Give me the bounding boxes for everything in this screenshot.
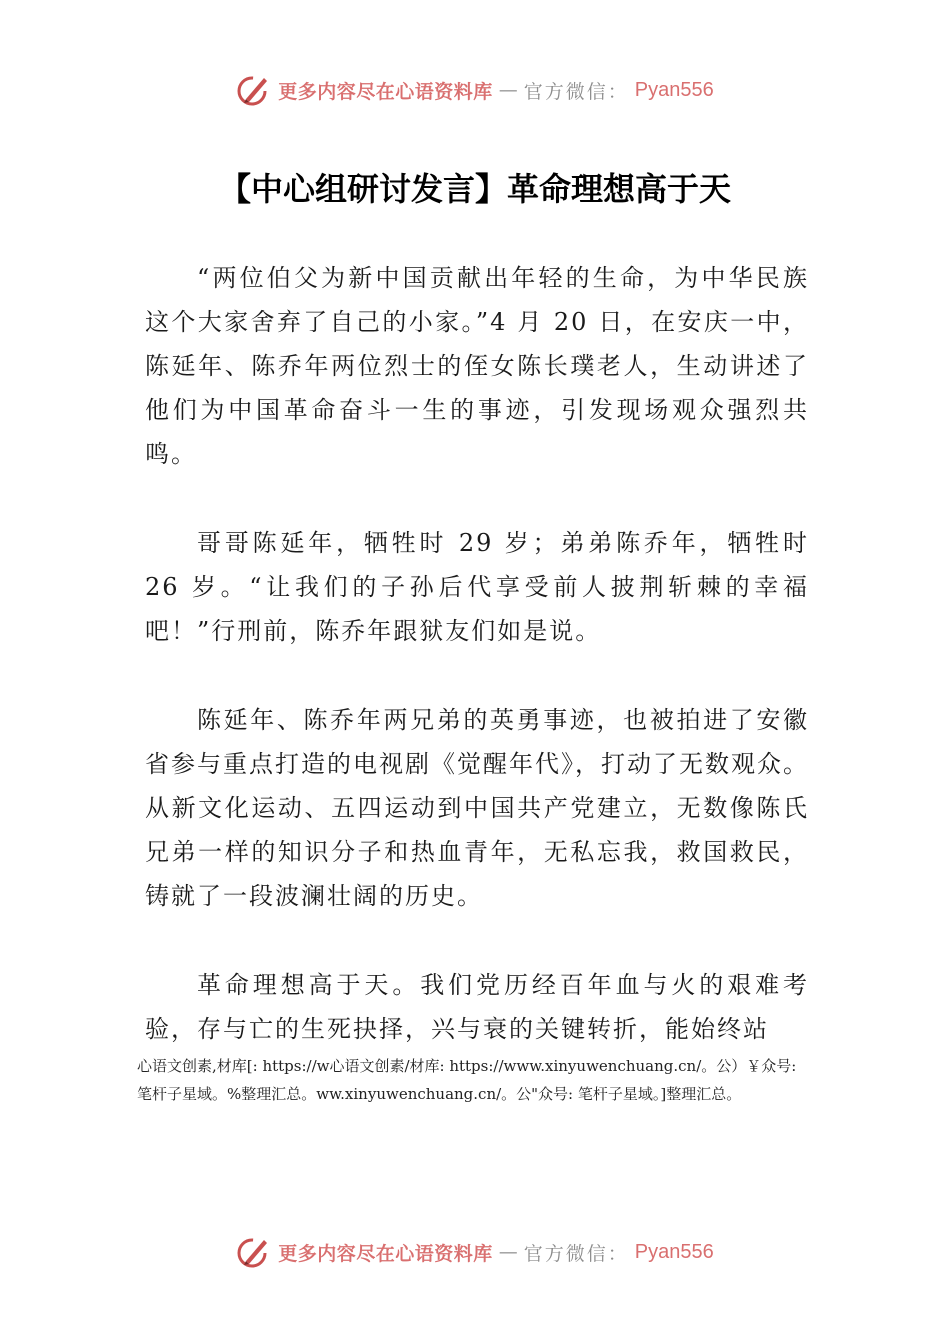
watermark-brand: 更多内容尽在心语资料库: [278, 80, 493, 103]
brush-pen-logo-icon: [236, 72, 272, 108]
watermark-brand: 更多内容尽在心语资料库: [278, 1242, 493, 1265]
watermark-footer: [0, 1232, 950, 1272]
paragraph-4: 革命理想高于天。我们党历经百年血与火的艰难考验，存与亡的生死抉择，兴与衰的关键转折，能始终站: [145, 971, 809, 1043]
document-title: 【中心组研讨发言】革命理想高于天: [218, 170, 731, 208]
watermark-header: [0, 70, 950, 110]
brush-pen-logo-icon: [236, 1234, 272, 1270]
footnote-watermark-text: 心语文创素,材库[: https://w心语文创素/材库: https://www.xinyuwenchuang.cn/。公）￥众号: 笔杆子星域。%整理汇总。ww.xinyuwenchuang.cn/。公"众号: 笔杆子星域。]整理汇总。: [137, 1057, 797, 1103]
paragraph-1: “两位伯父为新中国贡献出年轻的生命，为中华民族这个大家舍弃了自己的小家。”4 月 20 日，在安庆一中，陈延年、陈乔年两位烈士的侄女陈长璞老人，生动讲述了他们为中国革命奋斗一生的事迹，引发现场观众强烈共鸣。: [145, 264, 809, 468]
watermark-label: 官方微信：: [523, 80, 629, 103]
watermark-label: 官方微信：: [523, 1242, 629, 1265]
watermark-account: Pyan556: [634, 78, 714, 101]
watermark-separator: —: [498, 1241, 518, 1263]
watermark-account: Pyan556: [634, 1240, 714, 1263]
paragraph-2: 哥哥陈延年，牺牲时 29 岁；弟弟陈乔年，牺牲时 26 岁。“让我们的子孙后代享受前人披荆斩棘的幸福吧！”行刑前，陈乔年跟狱友们如是说。: [145, 529, 809, 645]
document-body: [145, 256, 809, 1051]
watermark-separator: —: [498, 79, 518, 101]
paragraph-3: 陈延年、陈乔年两兄弟的英勇事迹，也被拍进了安徽省参与重点打造的电视剧《觉醒年代》，打动了无数观众。从新文化运动、五四运动到中国共产党建立，无数像陈氏兄弟一样的知识分子和热血青年，无私忘我，救国救民，铸就了一段波澜壮阔的历史。: [145, 706, 809, 910]
